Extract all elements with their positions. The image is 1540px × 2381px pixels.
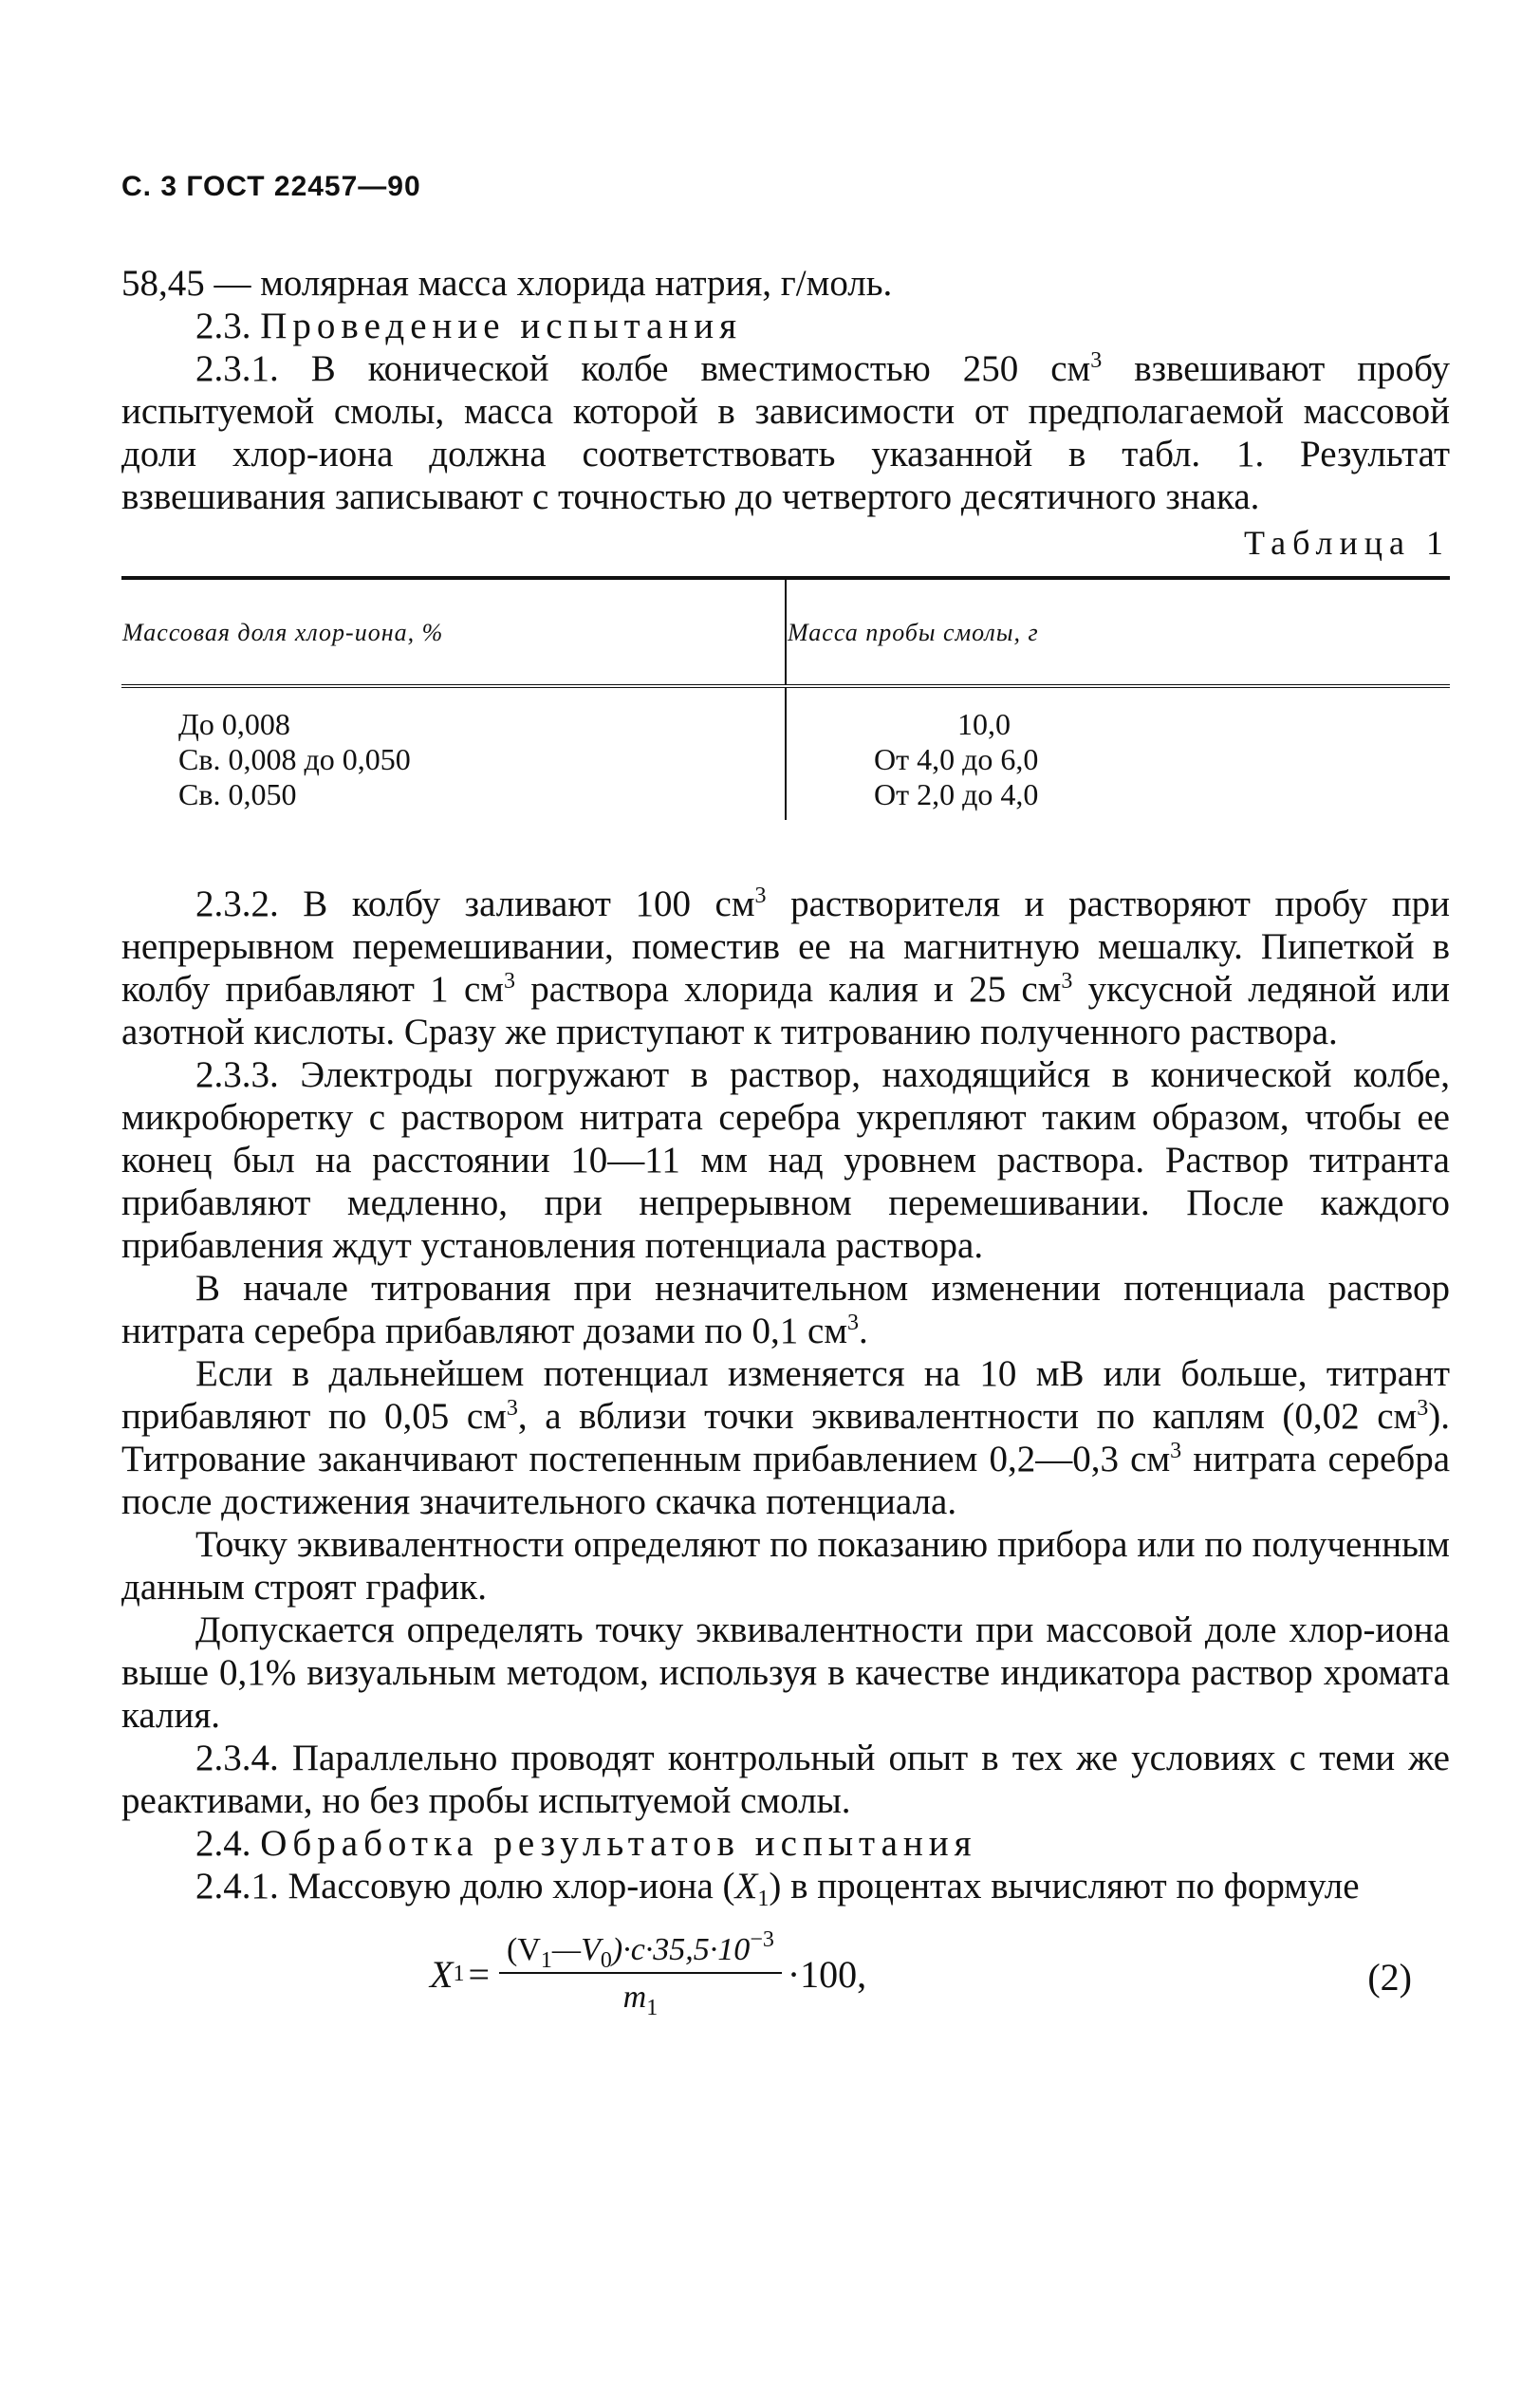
table-cell-mass-fraction: До 0,008 Св. 0,008 до 0,050 Св. 0,050 bbox=[121, 686, 786, 820]
section-number: 2.3. bbox=[195, 306, 251, 346]
formula-denominator: $m_1$ bbox=[622, 1980, 659, 2020]
section-heading-2-3 bbox=[121, 305, 1450, 347]
section-number: 2.4. bbox=[195, 1823, 251, 1864]
paragraph-2-3-3: 2.3.3. Электроды погружают в раствор, находящийся в конической колбе, микробюретку с раствором нитрата серебра укрепляют таким образом, чтобы ее конец был на расстоянии 10—11 мм над уровнем раствора. Раствор титранта прибавляют медленно, при непрерывном перемешивании. После каждого прибавления ждут установления потенциала раствора. bbox=[121, 1054, 1450, 1266]
formula-fraction bbox=[499, 1927, 782, 2020]
paragraph-2-3-2: 2.3.2. В колбу заливают 100 $см^3$ растворителя и растворяют пробу при непрерывном перемешивании, поместив ее на магнитную мешалку. Пипеткой в колбу прибавляют 1 $см^3$ раствора хлорида калия и 25 $см^3$ уксусной ледяной или азотной кислоты. Сразу же приступают к титрованию полученного раствора. bbox=[121, 884, 1450, 1052]
paragraph-titration-further: Если в дальнейшем потенциал изменяется на 10 мВ или больше, титрант прибавляют по 0,05 $см^3$, а вблизи точки эквивалентности по каплям (0,02 $см^3$). Титрование заканчивают постепенным прибавлением 0,2—0,3 $см^3$ нитрата серебра после достижения значительного скачка потенциала. bbox=[121, 1353, 1450, 1522]
paragraph-titration-start: В начале титрования при незначительном изменении потенциала раствор нитрата серебра прибавляют дозами по 0,1 $см^3$. bbox=[121, 1268, 1450, 1351]
section-title: Проведение испытания bbox=[260, 306, 743, 346]
paragraph-molar-mass: 58,45 — молярная масса хлорида натрия, г/моль. bbox=[121, 263, 893, 304]
table-caption: Таблица 1 bbox=[1244, 524, 1450, 562]
table-cell-sample-mass: 10,0 От 4,0 до 6,0 От 2,0 до 4,0 bbox=[874, 707, 1039, 811]
paragraph-visual-method: Допускается определять точку эквивалентности при массовой доле хлор-иона выше 0,1% визуальным методом, используя в качестве индикатора раствор хромата калия. bbox=[121, 1609, 1450, 1736]
section-heading-2-4 bbox=[121, 1822, 1450, 1865]
paragraph-2-4-1: 2.4.1. Массовую долю хлор-иона $(X_1)$ в процентах вычисляют по формуле bbox=[195, 1866, 1360, 1911]
formula-number: (2) bbox=[1367, 1956, 1412, 1999]
formula-numerator: $(V_1—V_0)\cdot c\cdot 35,5\cdot 10^{-3}$ bbox=[499, 1932, 782, 1974]
page-header: С. 3 ГОСТ 22457—90 bbox=[121, 171, 421, 202]
sample-mass-table bbox=[121, 576, 1450, 820]
document-body bbox=[121, 262, 1450, 1911]
table-header-sample-mass: Масса пробы смолы, г bbox=[786, 578, 1450, 686]
section-title: Обработка результатов испытания bbox=[260, 1823, 977, 1864]
paragraph-2-3-1: 2.3.1. В конической колбе вместимостью 250 $см^3$ взвешивают пробу испытуемой смолы, масса которой в зависимости от предполагаемой массовой доли хлор-иона должна соответствовать указанной в табл. 1. Результат взвешивания записывают с точностью до четвертого десятичного знака. bbox=[121, 348, 1450, 517]
paragraph-2-3-4: 2.3.4. Параллельно проводят контрольный опыт в тех же условиях с теми же реактивами, но без пробы испытуемой смолы. bbox=[121, 1738, 1450, 1821]
formula-block bbox=[121, 1927, 1450, 2055]
table-header-mass-fraction: Массовая доля хлор-иона, % bbox=[121, 578, 786, 686]
formula-2: X 1 = $\frac{(V_1—V_0)\cdot c\cdot 35,5\cdot 10^{-3}}{m_1}$ ·100, bbox=[430, 1927, 867, 2020]
document-page bbox=[121, 171, 1450, 2055]
paragraph-equivalence-point: Точку эквивалентности определяют по показанию прибора или по полученным данным строят график. bbox=[121, 1524, 1450, 1608]
table-row bbox=[121, 686, 1450, 820]
